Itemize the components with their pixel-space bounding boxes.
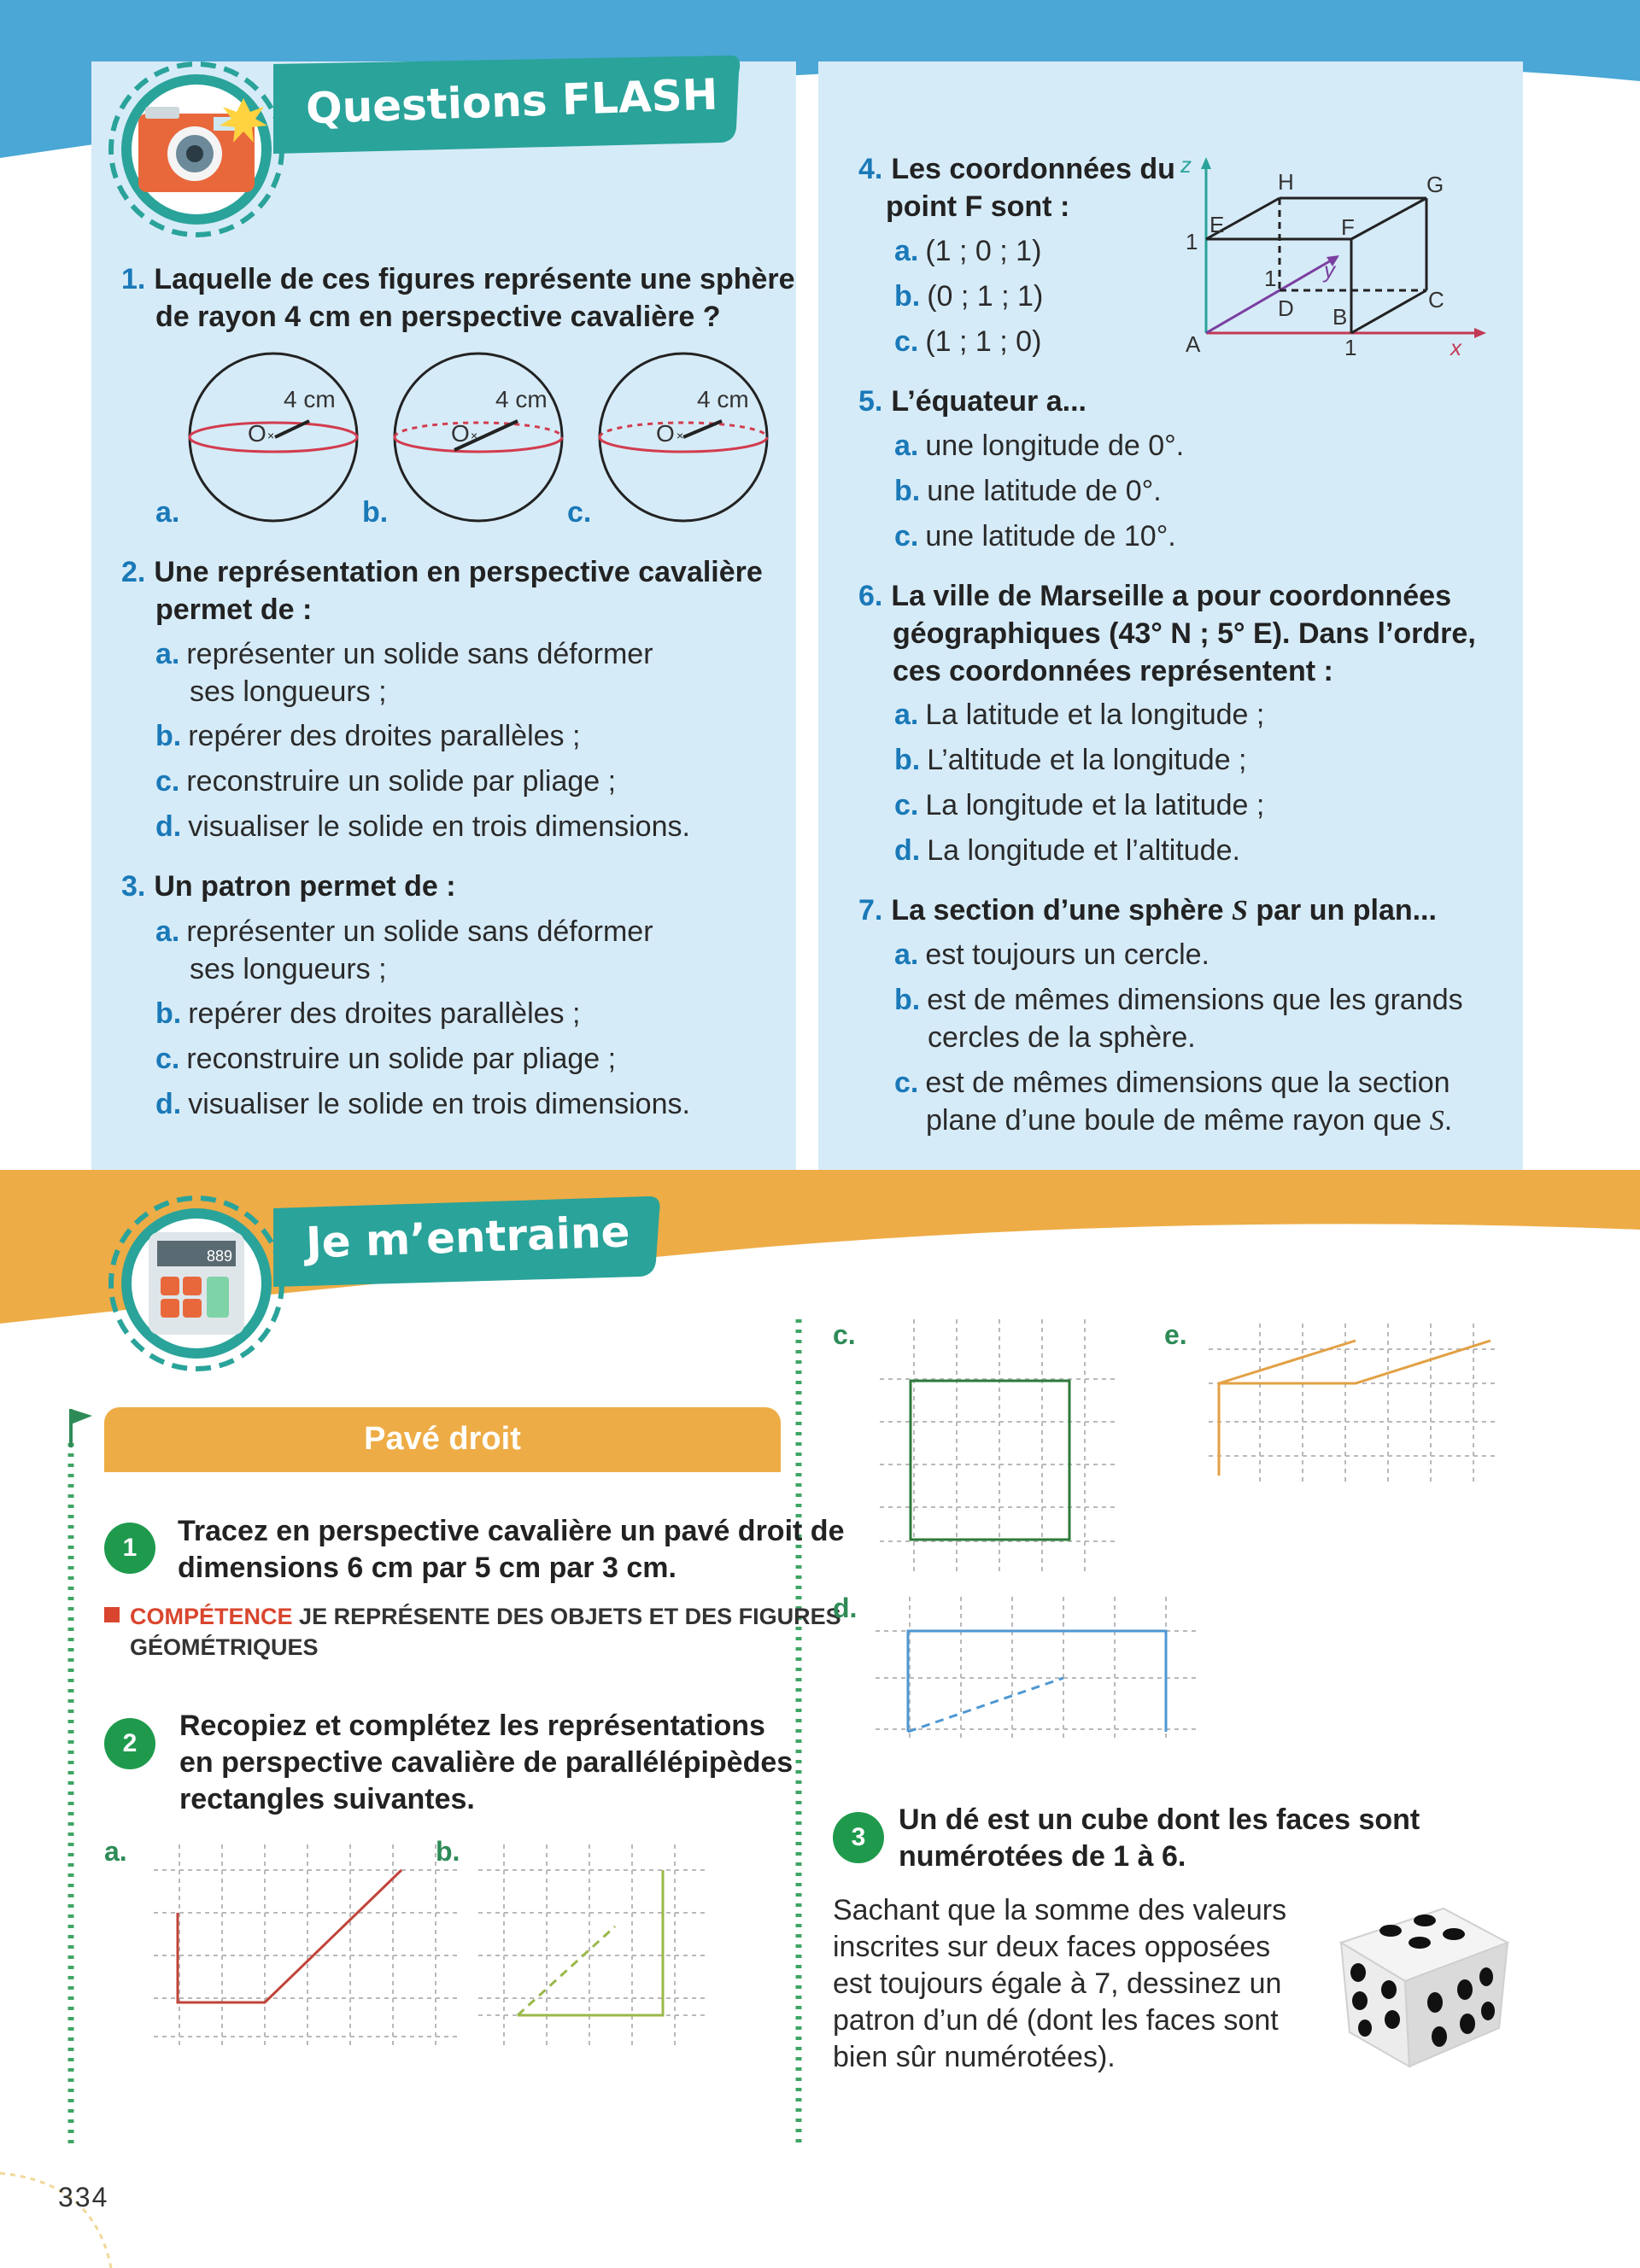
point-C: C (1428, 287, 1444, 313)
figure-c-grid (880, 1319, 1119, 1575)
q6-text: 6. La ville de Marseille a pour coordonnées (858, 580, 1452, 612)
figure-label-c: c. (833, 1319, 856, 1350)
q4-option-b: b. (0 ; 1 ; 1) (894, 280, 1044, 313)
competence-square-icon (104, 1607, 120, 1622)
q5-option-b: b. une latitude de 0°. (894, 475, 1162, 507)
point-H: H (1278, 169, 1294, 195)
q1-text-line2: de rayon 4 cm en perspective cavalière ? (155, 301, 721, 333)
axis-z-label: z (1180, 154, 1192, 178)
sphere-a-radius-label: 4 cm (284, 386, 336, 412)
q6-option-a: a. La latitude et la longitude ; (894, 699, 1265, 731)
q2-option-a: a. représenter un solide sans déformer (155, 638, 653, 670)
figure-label-a: a. (104, 1836, 127, 1867)
q4-option-c: c. (1 ; 1 ; 0) (894, 325, 1042, 358)
sphere-a (190, 354, 357, 521)
svg-text:×: × (267, 429, 275, 442)
die-icon (1324, 1891, 1520, 2075)
figure-a-grid (154, 1844, 461, 2049)
q6-text-line3: ces coordonnées représentent : (893, 655, 1333, 687)
point-G: G (1426, 172, 1444, 197)
q4-cuboid-figure (1170, 154, 1495, 367)
q5-option-a: a. une longitude de 0°. (894, 430, 1185, 462)
q6-option-b: b. L’altitude et la longitude ; (894, 744, 1247, 776)
exercise-2-line3: rectangles suivantes. (179, 1783, 475, 1815)
flash-title: Questions FLASH (305, 69, 719, 134)
q3-option-a-line2: ses longueurs ; (190, 953, 387, 985)
q1-text: 1. Laquelle de ces figures représente une sphère (121, 263, 795, 295)
axis-x-label: x (1450, 335, 1461, 360)
sphere-b (395, 354, 562, 521)
competence-line1: COMPÉTENCE JE REPRÉSENTE DES OBJETS ET DES FIGURES (130, 1604, 841, 1629)
q6-option-d: d. La longitude et l’altitude. (894, 834, 1240, 867)
sphere-b-radius-label: 4 cm (495, 386, 548, 412)
q5-option-c: c. une latitude de 10°. (894, 520, 1176, 552)
q7-option-c-line2: plane d’une boule de même rayon que S. (926, 1104, 1453, 1137)
q7-option-b-line2: cercles de la sphère. (928, 1021, 1196, 1054)
calculator-display: 889 (207, 1248, 233, 1265)
figure-b-grid (478, 1844, 709, 2049)
q1-spheres-figure (179, 346, 777, 529)
q4-option-a: a. (1 ; 0 ; 1) (894, 235, 1042, 267)
exercise-2-line2: en perspective cavalière de parallélépipèdes (179, 1746, 794, 1779)
exercise-3-line2: numérotées de 1 à 6. (899, 1840, 1186, 1873)
figure-e-grid (1209, 1324, 1499, 1486)
sphere-c (600, 354, 767, 521)
competence-line2: GÉOMÉTRIQUES (130, 1634, 319, 1660)
figure-label-b: b. (436, 1836, 460, 1867)
exercise-1-badge: 1 (104, 1523, 155, 1574)
q2-option-d: d. visualiser le solide en trois dimensions. (155, 810, 690, 843)
q6-text-line2: géographiques (43° N ; 5° E). Dans l’ordre, (893, 617, 1476, 650)
exercise-1-line1: Tracez en perspective cavalière un pavé droit de (178, 1515, 845, 1547)
exercise-3-body: Sachant que la somme des valeurs inscrites sur deux faces opposées est toujours égale à 7, dessinez un patron d’un dé (dont les faces sont bien sûr numérotées). (833, 1894, 1287, 2073)
q3-option-b: b. repérer des droites parallèles ; (155, 997, 581, 1030)
q3-option-c: c. reconstruire un solide par pliage ; (155, 1043, 617, 1075)
q3-text: 3. Un patron permet de : (121, 870, 456, 903)
tick-y-one: 1 (1264, 266, 1277, 291)
q2-option-b: b. repérer des droites parallèles ; (155, 720, 581, 752)
sphere-b-center-label: O (451, 420, 470, 447)
tick-x-one: 1 (1344, 335, 1357, 360)
q5-text: 5. L’équateur a... (858, 385, 1086, 418)
q2-text-line2: permet de : (155, 593, 313, 626)
section-header-pave-droit: Pavé droit (104, 1407, 781, 1470)
q7-option-a: a. est toujours un cercle. (894, 938, 1210, 971)
entraine-title: Je m’entraine (305, 1207, 631, 1268)
point-D: D (1278, 295, 1294, 321)
point-F: F (1341, 214, 1355, 240)
q2-text: 2. Une représentation en perspective cavalière (121, 556, 763, 588)
q7-option-b: b. est de mêmes dimensions que les grands (894, 984, 1463, 1016)
q3-option-a: a. représenter un solide sans déformer (155, 915, 653, 948)
svg-text:×: × (471, 429, 478, 442)
svg-text:×: × (676, 429, 684, 442)
q1-option-c: c. (567, 496, 592, 529)
sphere-c-radius-label: 4 cm (697, 386, 749, 412)
axis-y-label: y (1324, 257, 1335, 283)
q2-option-c: c. reconstruire un solide par pliage ; (155, 765, 617, 798)
q4-text-line2: point F sont : (886, 190, 1070, 223)
figure-label-d: d. (833, 1593, 858, 1623)
q7-option-c: c. est de mêmes dimensions que la section (894, 1067, 1450, 1099)
exercise-1-line2: dimensions 6 cm par 5 cm par 3 cm. (178, 1552, 676, 1584)
point-E: E (1210, 212, 1225, 237)
sphere-a-center-label: O (248, 420, 266, 447)
point-B: B (1332, 304, 1348, 330)
exercise-3-line1: Un dé est un cube dont les faces sont (899, 1803, 1420, 1836)
figure-d-grid (876, 1597, 1200, 1742)
tick-z-one: 1 (1186, 229, 1198, 254)
calculator-icon (149, 1232, 244, 1335)
section-underline (104, 1469, 781, 1472)
q4-text: 4. Les coordonnées du (858, 153, 1175, 185)
page-number: 334 (58, 2182, 109, 2212)
q1-option-a: a. (155, 496, 180, 529)
exercise-2-line1: Recopiez et complétez les représentations (179, 1710, 765, 1742)
figure-label-e: e. (1164, 1319, 1187, 1350)
sphere-c-center-label: O (656, 420, 675, 447)
q6-option-c: c. La longitude et la latitude ; (894, 789, 1265, 821)
q1-option-b: b. (362, 496, 389, 529)
point-A: A (1186, 331, 1201, 357)
exercise-3-badge: 3 (833, 1812, 884, 1863)
exercise-2-badge: 2 (104, 1718, 155, 1769)
q7-text: 7. La section d’une sphère S par un plan... (858, 894, 1437, 926)
q3-option-d: d. visualiser le solide en trois dimensions. (155, 1088, 690, 1120)
q2-option-a-line2: ses longueurs ; (190, 675, 387, 708)
